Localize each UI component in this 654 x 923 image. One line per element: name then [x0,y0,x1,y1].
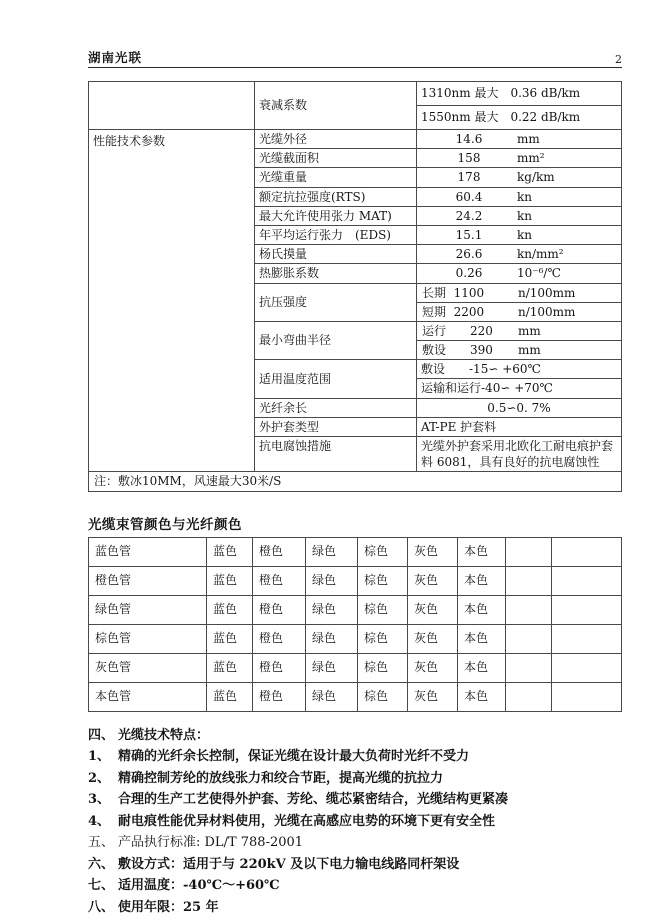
fiber-color-cell: 橙色 [253,566,306,595]
value: 60.4 [455,189,483,204]
value-cell [417,245,622,264]
tube-row [89,595,622,624]
empty-cell [552,624,622,653]
value-cell: 光缆外护套采用北欧化工耐电痕护套料 6081，具有良好的抗电腐蚀性 [417,437,622,472]
unit: mm² [517,151,545,166]
param-cell: 光缆重量 [255,168,417,187]
fiber-color-cell: 橙色 [253,653,306,682]
fiber-color-cell: 绿色 [306,682,358,711]
param-cell: 抗电腐蚀措施 [255,437,417,472]
param-cell: 最小弯曲半径 [255,321,417,359]
unit: kn/mm² [517,247,564,262]
tube-label-cell: 蓝色管 [89,537,207,566]
unit: kn [517,189,532,204]
tube-row [89,537,622,566]
fiber-color-cell: 绿色 [306,624,358,653]
value-cell [417,321,622,340]
value: 0.26 [455,266,483,281]
fiber-color-cell: 蓝色 [207,624,253,653]
value-cell [417,283,622,302]
table-row [89,130,622,149]
item-number: 1、 [88,749,111,765]
feature-item [88,725,622,747]
empty-cell [506,537,552,566]
fiber-color-cell: 棕色 [358,682,408,711]
fiber-color-cell: 本色 [458,537,506,566]
feature-item [88,768,622,790]
item-text: 耐电痕性能优异材料使用，光缆在高感应电势的环境下更有安全性 [118,813,496,829]
feature-item [88,832,622,854]
note-cell: 注：敷冰10MM，风速最大30米/S [89,472,622,491]
item-text: 精确的光纤余长控制，保证光缆在设计最大负荷时光纤不受力 [118,749,470,765]
value-cell [417,130,622,149]
empty-cell [552,595,622,624]
tube-row [89,566,622,595]
item-number: 五、 [88,835,115,851]
empty-cell [552,682,622,711]
param-cell: 外护套类型 [255,417,417,436]
fiber-color-cell: 棕色 [358,566,408,595]
color-table [88,537,622,712]
feature-item [88,789,622,811]
item-number: 六、 [88,856,115,872]
color-section-title: 光缆束管颜色与光纤颜色 [88,516,242,533]
value-cell [417,206,622,225]
fiber-color-cell: 蓝色 [207,682,253,711]
fiber-color-cell: 橙色 [253,624,306,653]
param-cell: 杨氏摸量 [255,245,417,264]
unit: mm [518,323,541,338]
empty-cell [506,595,552,624]
table-row [89,82,622,106]
value-cell [417,187,622,206]
value-cell [417,264,622,283]
group-label-cell: 性能技术参数 [89,130,255,472]
feature-item [88,746,622,768]
value: 178 [457,170,481,185]
fiber-color-cell: 灰色 [408,595,458,624]
sub-value: 运行 220 [422,323,493,338]
page-header [88,48,622,68]
table-note-row [89,472,622,491]
value: 14.6 [455,132,483,146]
fiber-color-cell: 棕色 [358,537,408,566]
value: 15.1 [455,227,483,242]
value-cell: 1310nm 最大 0.36 dB/km [417,82,622,106]
unit: mm [517,132,540,146]
tube-label-cell: 棕色管 [89,624,207,653]
fiber-color-cell: 灰色 [408,653,458,682]
fiber-color-cell: 绿色 [306,653,358,682]
tube-label-cell: 灰色管 [89,653,207,682]
tube-label-cell: 绿色管 [89,595,207,624]
item-number: 七、 [88,878,115,894]
fiber-color-cell: 灰色 [408,682,458,711]
param-cell: 抗压强度 [255,283,417,321]
feature-list [88,725,622,919]
fiber-color-cell: 蓝色 [207,653,253,682]
page-number: 2 [615,53,622,66]
item-text: 合理的生产工艺使得外护套、芳纶、缆芯紧密结合，光缆结构更紧凑 [118,792,509,808]
value: 24.2 [455,208,483,223]
item-text: 使用年限：25 年 [118,899,219,915]
fiber-color-cell: 灰色 [408,566,458,595]
fiber-color-cell: 灰色 [408,537,458,566]
param-cell: 光纤余长 [255,398,417,417]
item-text: 产品执行标准: DL/T 788-2001 [118,835,304,851]
unit: mm [518,343,541,358]
item-number: 4、 [88,813,111,829]
value-cell [417,225,622,244]
item-text: 敷设方式：适用于与 220kV 及以下电力输电线路同杆架设 [118,856,460,872]
tube-row [89,624,622,653]
empty-cell [552,537,622,566]
fiber-color-cell: 本色 [458,595,506,624]
fiber-color-cell: 绿色 [306,566,358,595]
param-cell: 年平均运行张力 (EDS) [255,225,417,244]
fiber-color-cell: 蓝色 [207,566,253,595]
item-number: 2、 [88,770,111,786]
unit: n/100mm [518,285,576,300]
value-cell: 0.5∽0. 7% [417,398,622,417]
fiber-color-cell: 灰色 [408,624,458,653]
value-cell [417,341,622,360]
fiber-color-cell: 本色 [458,624,506,653]
fiber-color-cell: 棕色 [358,595,408,624]
fiber-color-cell: 橙色 [253,537,306,566]
value-cell: 1550nm 最大 0.22 dB/km [417,106,622,130]
empty-cell [506,653,552,682]
value-cell: AT-PE 护套料 [417,417,622,436]
fiber-color-cell: 绿色 [306,537,358,566]
value-cell: 敷设 -15∽ +60℃ [417,360,622,379]
tube-row [89,653,622,682]
param-cell: 光缆截面积 [255,149,417,168]
sub-value: 长期 1100 [422,285,485,300]
param-cell: 光缆外径 [255,130,417,149]
unit: kg/km [517,170,555,185]
feature-item [88,897,622,919]
feature-item [88,811,622,833]
tube-row [89,682,622,711]
empty-cell [552,566,622,595]
item-text: 光缆技术特点： [118,727,210,743]
item-text: 精确控制芳纶的放线张力和绞合节距，提高光缆的抗拉力 [118,770,444,786]
empty-cell [506,624,552,653]
fiber-color-cell: 蓝色 [207,537,253,566]
empty-cell [506,566,552,595]
fiber-color-cell: 橙色 [253,595,306,624]
value-cell [417,149,622,168]
tube-label-cell: 本色管 [89,682,207,711]
fiber-color-cell: 棕色 [358,653,408,682]
fiber-color-cell: 绿色 [306,595,358,624]
empty-cell [552,653,622,682]
param-cell: 衰减系数 [255,82,417,130]
item-number: 八、 [88,899,115,915]
param-cell: 适用温度范围 [255,360,417,398]
sub-value: 短期 2200 [422,304,485,319]
tube-label-cell: 橙色管 [89,566,207,595]
item-number: 四、 [88,727,115,743]
unit: kn [517,208,532,223]
param-cell: 额定抗拉强度(RTS) [255,187,417,206]
item-number: 3、 [88,792,111,808]
value-cell [417,168,622,187]
feature-item [88,854,622,876]
value-cell: 运输和运行-40∽ +70℃ [417,379,622,398]
fiber-color-cell: 棕色 [358,624,408,653]
fiber-color-cell: 橙色 [253,682,306,711]
item-text: 适用温度：-40℃～+60℃ [118,878,280,894]
fiber-color-cell: 本色 [458,653,506,682]
sub-value: 敷设 390 [422,343,493,358]
spec-table [88,81,622,492]
unit: kn [517,227,532,242]
company-name: 湖南光联 [88,50,143,65]
value: 158 [457,151,481,166]
empty-cell [506,682,552,711]
param-cell: 最大允许使用张力 MAT) [255,206,417,225]
value: 26.6 [455,247,483,262]
unit: 10⁻⁶/℃ [517,266,561,281]
param-cell: 热膨胀系数 [255,264,417,283]
fiber-color-cell: 本色 [458,682,506,711]
empty-cell [89,82,255,130]
fiber-color-cell: 蓝色 [207,595,253,624]
value-cell [417,302,622,321]
fiber-color-cell: 本色 [458,566,506,595]
unit: n/100mm [518,304,576,319]
feature-item [88,875,622,897]
